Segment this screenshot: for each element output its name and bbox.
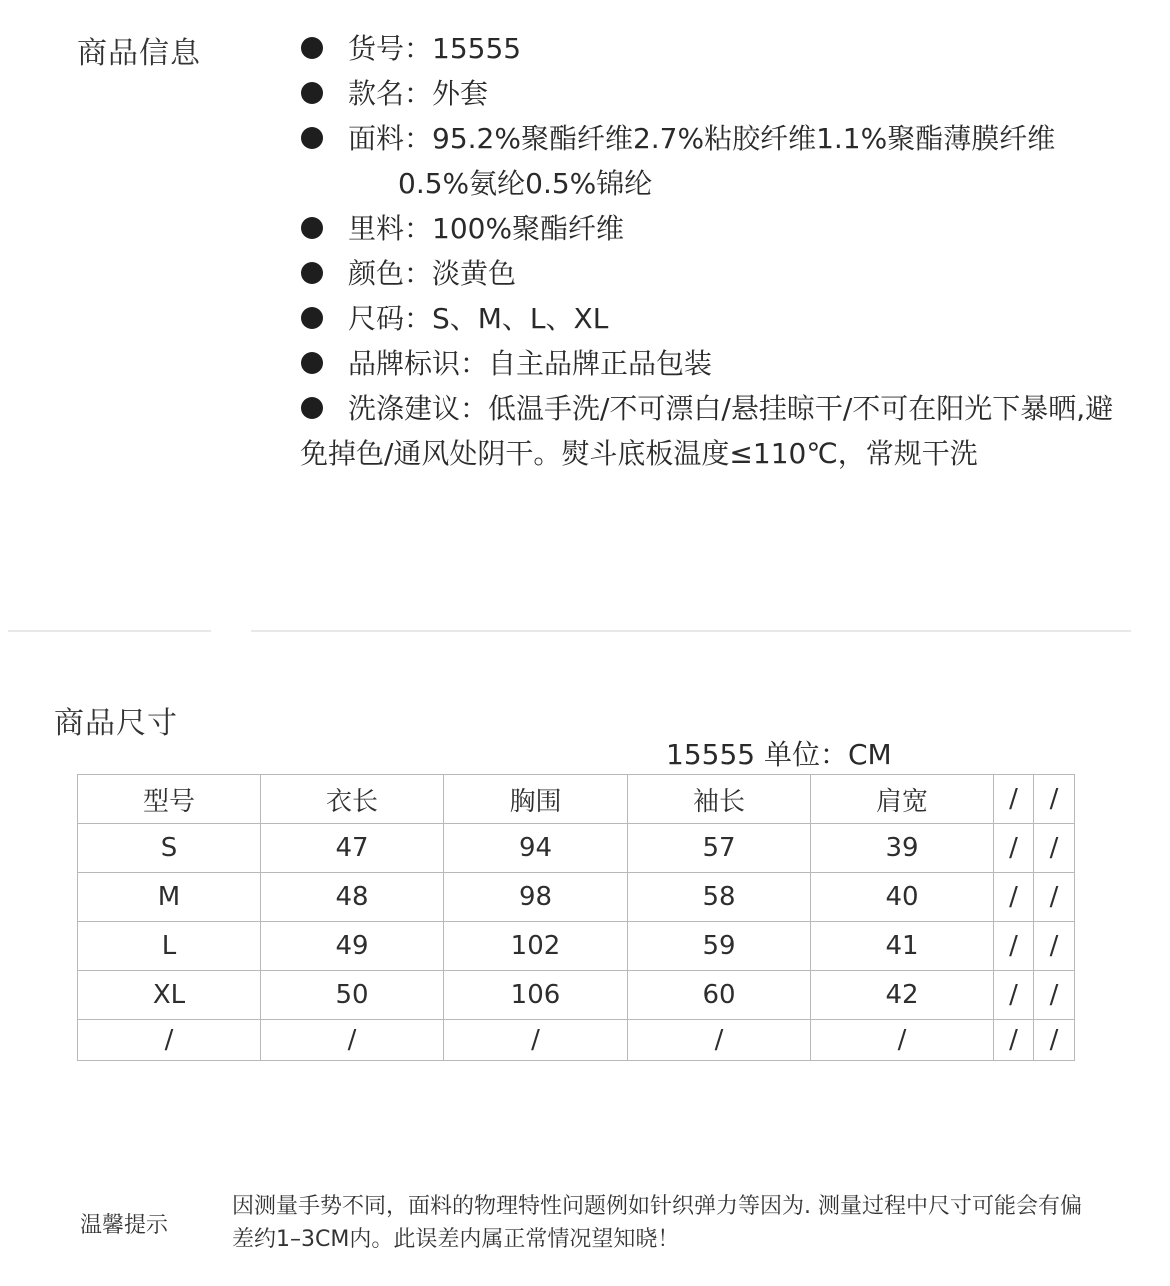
table-cell: 57 bbox=[628, 824, 811, 873]
table-cell: / bbox=[1034, 873, 1075, 922]
table-cell: L bbox=[78, 922, 261, 971]
table-cell: 49 bbox=[261, 922, 444, 971]
info-item-lining: 里料：100%聚酯纤维 bbox=[300, 206, 1130, 251]
table-cell: S bbox=[78, 824, 261, 873]
table-cell: 47 bbox=[261, 824, 444, 873]
table-cell: / bbox=[994, 824, 1034, 873]
table-header-row bbox=[78, 775, 1075, 824]
tip-text: 因测量手势不同，面料的物理特性问题例如针织弹力等因为. 测量过程中尺寸可能会有偏差约1–3CM内。此误差内属正常情况望知晓！ bbox=[232, 1194, 1082, 1252]
info-item-sizes: 尺码：S、M、L、XL bbox=[300, 296, 1130, 341]
bullet-icon bbox=[301, 307, 323, 329]
product-info-title: 商品信息 bbox=[77, 36, 201, 71]
table-row bbox=[78, 1020, 1075, 1061]
bullet-icon bbox=[301, 217, 323, 239]
table-cell: 102 bbox=[444, 922, 628, 971]
table-cell: / bbox=[994, 922, 1034, 971]
table-cell: 48 bbox=[261, 873, 444, 922]
table-cell: / bbox=[1034, 824, 1075, 873]
table-cell: 50 bbox=[261, 971, 444, 1020]
table-cell: 41 bbox=[811, 922, 994, 971]
bullet-icon bbox=[301, 82, 323, 104]
table-cell: / bbox=[994, 971, 1034, 1020]
info-item-wash-care: 洗涤建议：低温手洗/不可漂白/悬挂晾干/不可在阳光下暴晒,避免掉色/通风处阴干。熨斗底板温度≤110℃，常规干洗 bbox=[300, 392, 1114, 470]
table-cell: 106 bbox=[444, 971, 628, 1020]
table-cell: / bbox=[1034, 1020, 1075, 1061]
info-item-color: 颜色：淡黄色 bbox=[300, 251, 1130, 296]
divider-right bbox=[251, 630, 1131, 632]
table-cell: 59 bbox=[628, 922, 811, 971]
table-cell: / bbox=[1034, 971, 1075, 1020]
size-section-title: 商品尺寸 bbox=[54, 706, 178, 741]
table-cell: 98 bbox=[444, 873, 628, 922]
table-cell: M bbox=[78, 873, 261, 922]
info-item-sku: 货号：15555 bbox=[300, 26, 1130, 71]
table-row bbox=[78, 824, 1075, 873]
table-row bbox=[78, 971, 1075, 1020]
info-item-style: 款名：外套 bbox=[300, 71, 1130, 116]
info-item-fabric-continued: 0.5%氨纶0.5%锦纶 bbox=[398, 167, 653, 200]
table-cell: / bbox=[994, 873, 1034, 922]
bullet-icon bbox=[301, 352, 323, 374]
table-cell: XL bbox=[78, 971, 261, 1020]
bullet-icon bbox=[301, 262, 323, 284]
table-cell: 60 bbox=[628, 971, 811, 1020]
table-header-cell: 肩宽 bbox=[811, 775, 994, 824]
table-header-cell: 型号 bbox=[78, 775, 261, 824]
info-item-brand: 品牌标识：自主品牌正品包装 bbox=[300, 341, 1130, 386]
table-cell: 39 bbox=[811, 824, 994, 873]
table-header-cell: 胸围 bbox=[444, 775, 628, 824]
product-info-list bbox=[300, 26, 1130, 476]
tip-label: 温馨提示 bbox=[80, 1213, 169, 1238]
table-cell: / bbox=[811, 1020, 994, 1061]
table-cell: / bbox=[628, 1020, 811, 1061]
table-cell: 58 bbox=[628, 873, 811, 922]
table-cell: 42 bbox=[811, 971, 994, 1020]
table-cell: / bbox=[78, 1020, 261, 1061]
bullet-icon bbox=[301, 397, 323, 419]
table-cell: 40 bbox=[811, 873, 994, 922]
info-item-fabric: 面料：95.2%聚酯纤维2.7%粘胶纤维1.1%聚酯薄膜纤维 bbox=[300, 116, 1130, 161]
table-header-cell: / bbox=[994, 775, 1034, 824]
table-header-cell: 衣长 bbox=[261, 775, 444, 824]
table-cell: / bbox=[994, 1020, 1034, 1061]
bullet-icon bbox=[301, 127, 323, 149]
divider-left bbox=[8, 630, 211, 632]
table-cell: / bbox=[444, 1020, 628, 1061]
table-header-cell: 袖长 bbox=[628, 775, 811, 824]
table-row bbox=[78, 873, 1075, 922]
table-cell: / bbox=[261, 1020, 444, 1061]
table-cell: 94 bbox=[444, 824, 628, 873]
size-unit-label: 15555 单位：CM bbox=[666, 738, 892, 771]
table-row bbox=[78, 922, 1075, 971]
table-header-cell: / bbox=[1034, 775, 1075, 824]
bullet-icon bbox=[301, 37, 323, 59]
size-table bbox=[77, 774, 1075, 1061]
table-cell: / bbox=[1034, 922, 1075, 971]
